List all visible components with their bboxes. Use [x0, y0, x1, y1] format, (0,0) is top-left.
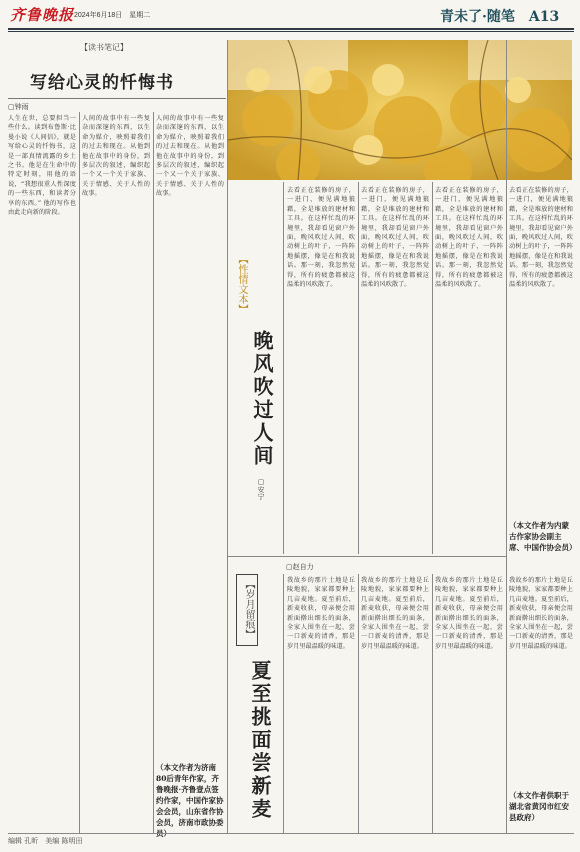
column-divider	[358, 574, 359, 834]
article3-column: 【岁月留痕】	[243, 579, 254, 639]
page-footer: 编辑 孔昕 美编 陈明田	[8, 837, 83, 845]
article3-column-box	[236, 574, 258, 646]
article1-author-note: （本文作者为济南80后青年作家，齐鲁晚报·齐鲁壹点签约作家，中国作家协会会员，山东省作协会员，济南市政协委员）	[156, 763, 224, 838]
article3-col2: 我故乡的那片土地是丘陵地貌，家家都要种上几亩麦地。夏至前后，新麦收获，母亲便会用新面擀出细长的面条，全家人围坐在一起，尝一口新麦的清香，那是岁月里最温暖的味道。	[361, 577, 429, 650]
column-divider	[283, 574, 284, 834]
section-rule	[228, 556, 506, 557]
article1-column: 【读书笔记】	[80, 43, 128, 52]
column-divider	[432, 182, 433, 554]
article1-rule	[8, 98, 226, 99]
article1-byline: ▢钟雨	[8, 103, 29, 111]
article2-col1: 去看正在装修的房子，一进门，便见满地狼藉，全是堆放的建材和工具。在这样忙乱的环境里，我却看见窗户外面，晚风吹过人间，吹动树上的叶子，一阵阵地摇摆，像是在和我说话。那一刻，我忽然觉得，所有的疲惫都被这温柔的风吹散了。	[287, 187, 355, 289]
article2-col4: 去看正在装修的房子，一进门，便见满地狼藉，全是堆放的建材和工具。在这样忙乱的环境里，我却看见窗户外面，晚风吹过人间，吹动树上的叶子，一阵阵地摇摆，像是在和我说话。那一刻，我忽然觉得，所有的疲惫都被这温柔的风吹散了。	[509, 187, 573, 289]
article2-author-note: （本文作者为内蒙古作家协会副主席、中国作协会员）	[509, 521, 577, 552]
article2-col3: 去看正在装修的房子，一进门，便见满地狼藉，全是堆放的建材和工具。在这样忙乱的环境里，我却看见窗户外面，晚风吹过人间，吹动树上的叶子，一阵阵地摇摆，像是在和我说话。那一刻，我忽然觉得，所有的疲惫都被这温柔的风吹散了。	[435, 187, 503, 289]
column-divider	[358, 182, 359, 554]
article3-col1: 我故乡的那片土地是丘陵地貌，家家都要种上几亩麦地。夏至前后，新麦收获，母亲便会用新面擀出细长的面条，全家人围坐在一起，尝一口新麦的清香，那是岁月里最温暖的味道。	[287, 577, 355, 650]
article1-col2: 人间的故事中有一些复杂而深邃的东西，以生命为媒介，映照着我们的过去和现在。从他到他在故事中的身份，到多层次的叙述，编织起一个又一个关于家族、关于情感、关于人性的故事。	[82, 115, 150, 198]
issue-date: 2024年6月18日 星期二	[74, 12, 151, 19]
autumn-leaves-photo	[228, 40, 572, 180]
page-section: 青未了·随笔 A13	[440, 9, 560, 25]
article3-title: 夏至挑面尝新麦	[248, 660, 272, 821]
header-rule	[8, 28, 574, 30]
article1-col3: 人间的故事中有一些复杂而深邃的东西，以生命为媒介，映照着我们的过去和现在。从他到他在故事中的身份，到多层次的叙述，编织起一个又一个关于家族、关于情感、关于人性的故事。	[156, 115, 224, 198]
newspaper-logo: 齐鲁晚报	[10, 6, 75, 24]
column-divider	[283, 182, 284, 554]
article1-title: 写给心灵的忏悔书	[30, 73, 174, 93]
article3-author-note: （本文作者供职于湖北省黄冈市红安县政府）	[509, 791, 569, 822]
column-divider	[79, 112, 80, 834]
article2-title: 晚风吹过人间	[250, 330, 274, 468]
article3-col4: 我故乡的那片土地是丘陵地貌，家家都要种上几亩麦地。夏至前后，新麦收获，母亲便会用新面擀出细长的面条，全家人围坐在一起，尝一口新麦的清香，那是岁月里最温暖的味道。	[509, 577, 573, 650]
header-rule-thin	[8, 31, 574, 32]
column-divider	[153, 112, 154, 834]
article1-col1: 人生在世，总要担当一些什么。读到布鲁斯·比曼小说《人间信》，就是写给心灵的忏悔书，这是一部真情流露的乡土之书。他是在生命中的特定时刻，用他的语说，“我想很重人性深度的一些东西，和读者分享的东西。” 他的写作也由此走向新的阶段。	[8, 115, 76, 217]
column-divider	[506, 40, 507, 834]
article2-col2: 去看正在装修的房子，一进门，便见满地狼藉，全是堆放的建材和工具。在这样忙乱的环境里，我却看见窗户外面，晚风吹过人间，吹动树上的叶子，一阵阵地摇摆，像是在和我说话。那一刻，我忽然觉得，所有的疲惫都被这温柔的风吹散了。	[361, 187, 429, 289]
article3-byline: ▢赵自力	[286, 563, 314, 571]
article2-byline: ▢安宁	[257, 478, 265, 500]
footer-rule	[8, 833, 574, 834]
column-divider	[432, 574, 433, 834]
article3-col3: 我故乡的那片土地是丘陵地貌，家家都要种上几亩麦地。夏至前后，新麦收获，母亲便会用新面擀出细长的面条，全家人围坐在一起，尝一口新麦的清香，那是岁月里最温暖的味道。	[435, 577, 503, 650]
article2-column: 【性情文本】	[236, 254, 247, 314]
